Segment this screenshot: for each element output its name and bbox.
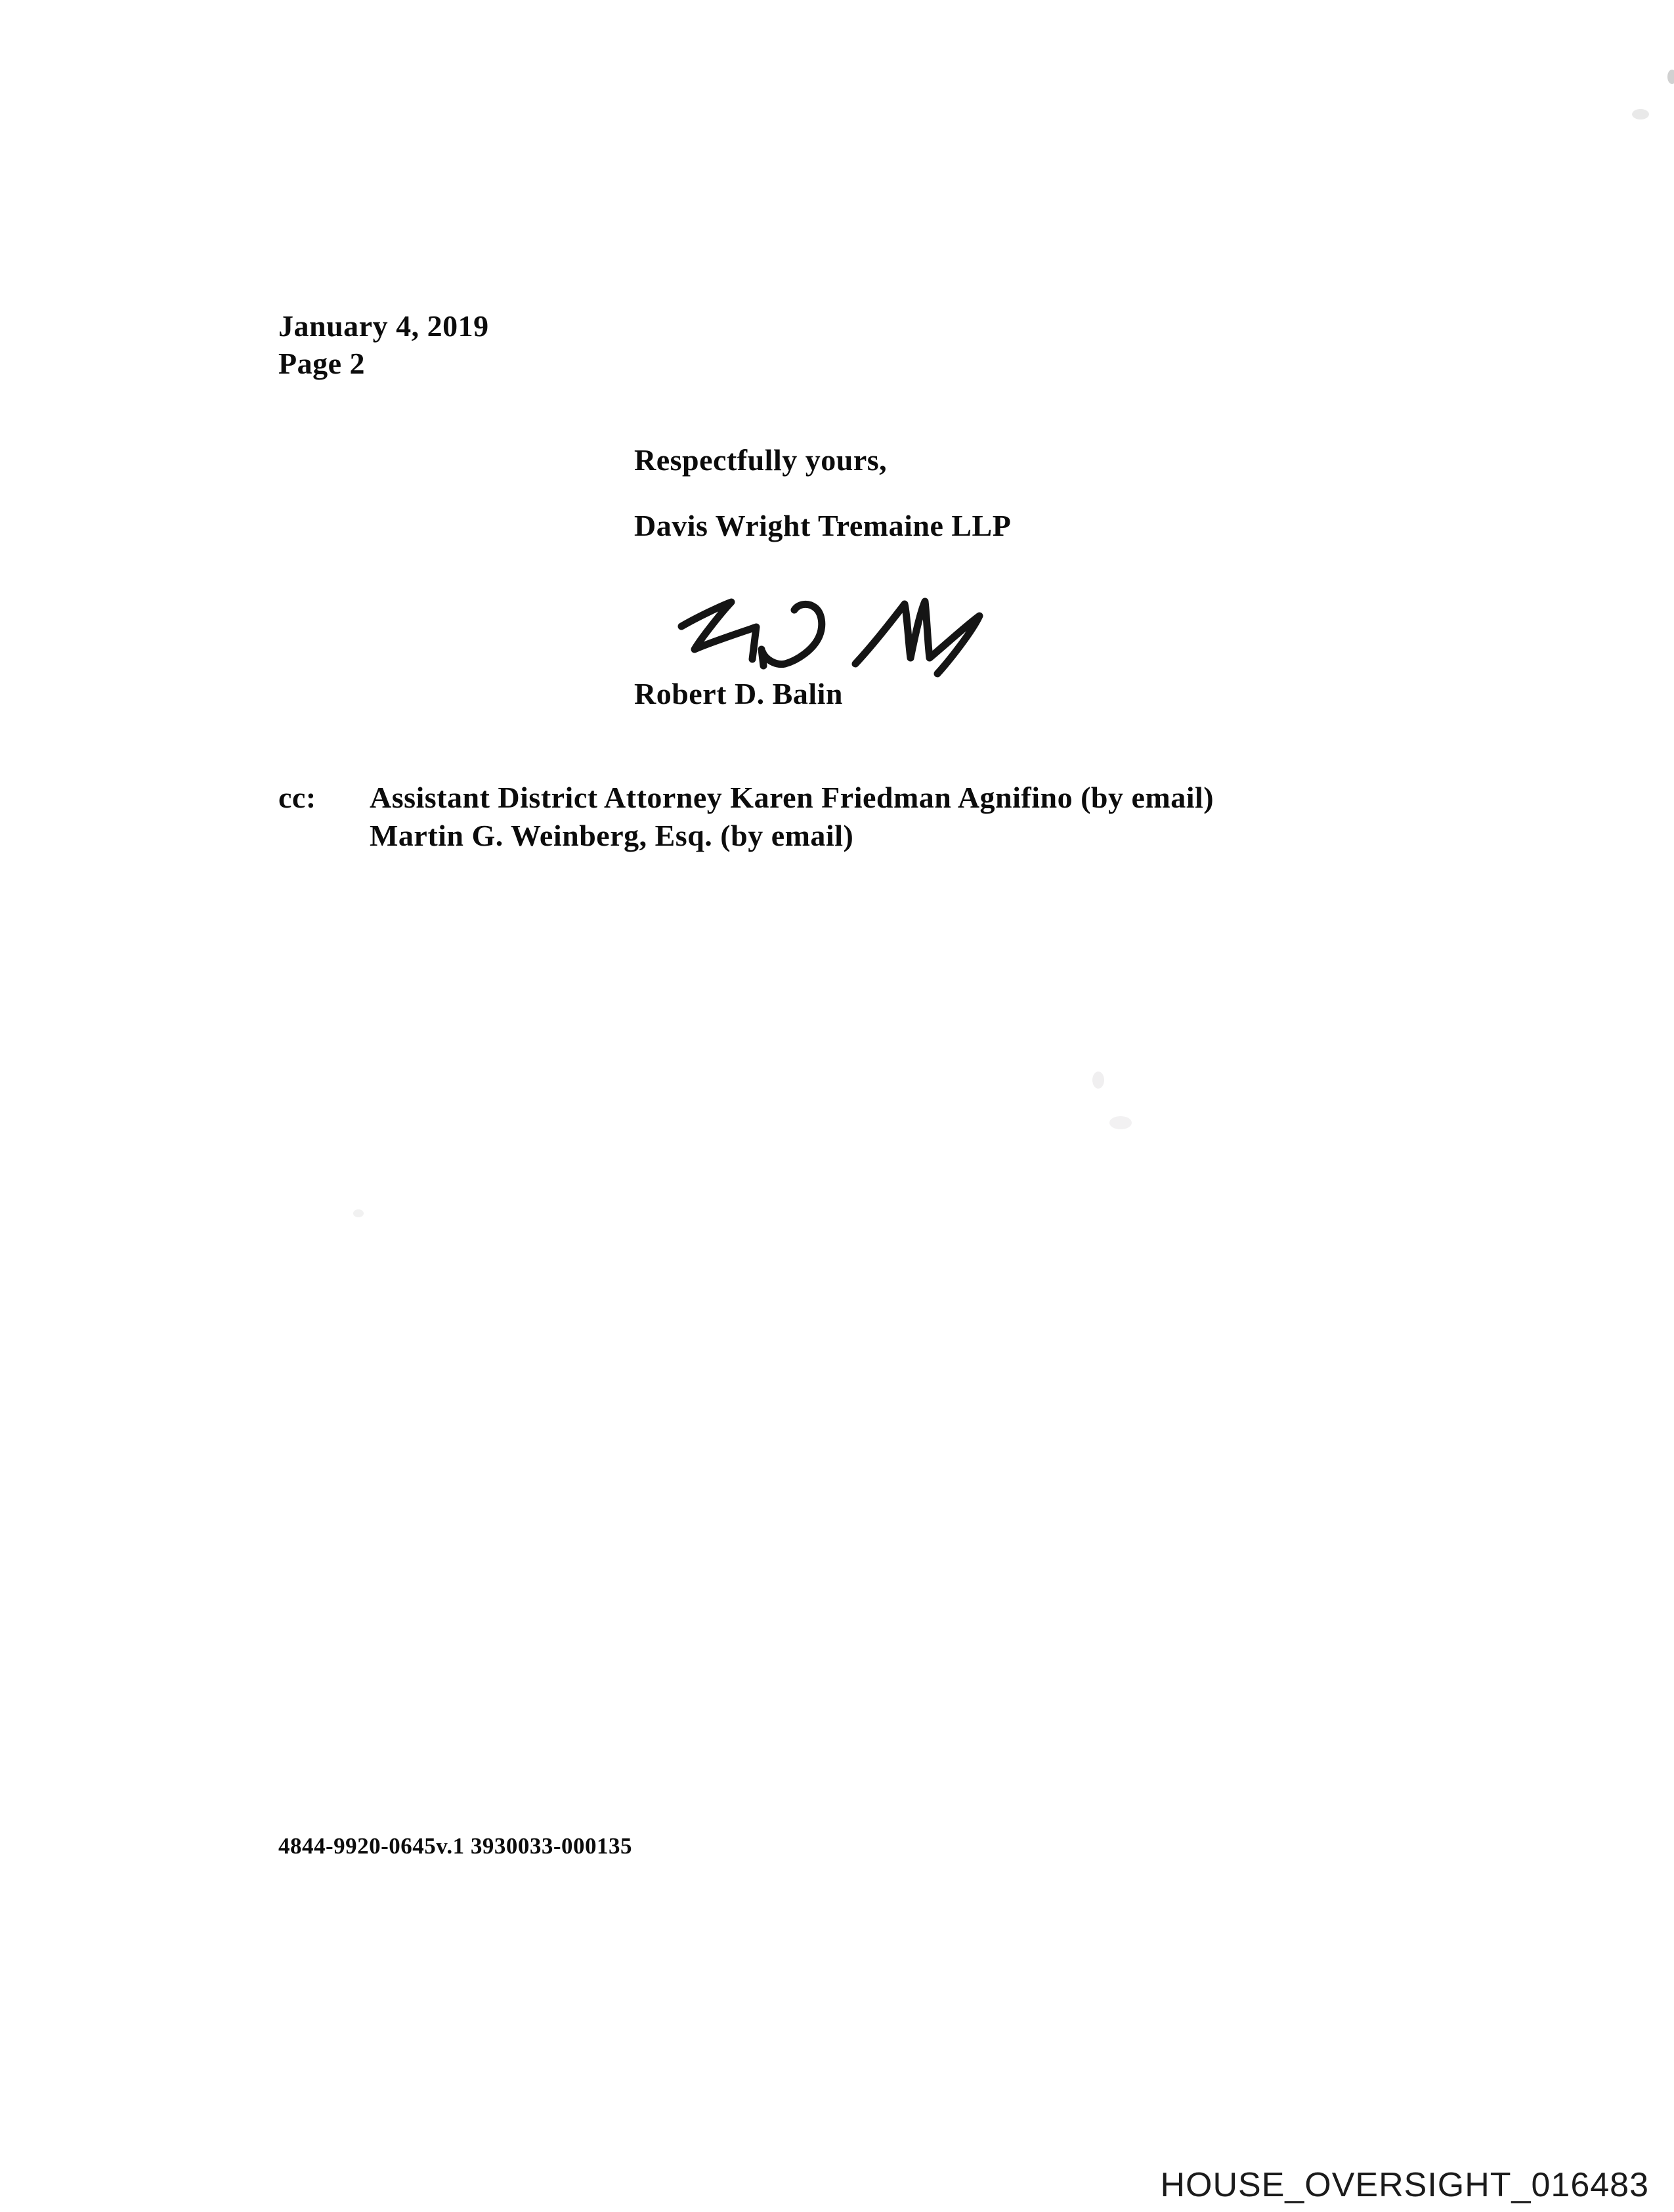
scan-artifact (1092, 1072, 1104, 1089)
bates-stamp: HOUSE_OVERSIGHT_016483 (1160, 2166, 1649, 2204)
cc-recipient-list (370, 779, 1214, 855)
cc-block (278, 779, 1214, 855)
document-control-number: 4844-9920-0645v.1 3930033-000135 (278, 1833, 633, 1859)
signer-name: Robert D. Balin (634, 677, 843, 710)
cc-recipient: Martin G. Weinberg, Esq. (by email) (370, 819, 854, 852)
closing-salutation: Respectfully yours, (634, 443, 888, 477)
cc-label: cc: (278, 781, 316, 814)
firm-name: Davis Wright Tremaine LLP (634, 509, 1012, 542)
letter-date: January 4, 2019 (278, 309, 489, 343)
scan-artifact (1667, 70, 1674, 84)
cc-recipient: Assistant District Attorney Karen Friedman Agnifino (by email) (370, 781, 1214, 814)
letter-header (278, 307, 489, 382)
page-number-label: Page 2 (278, 347, 366, 380)
scan-artifact (1632, 109, 1649, 119)
scan-artifact (353, 1209, 364, 1217)
scan-artifact (1109, 1116, 1132, 1129)
